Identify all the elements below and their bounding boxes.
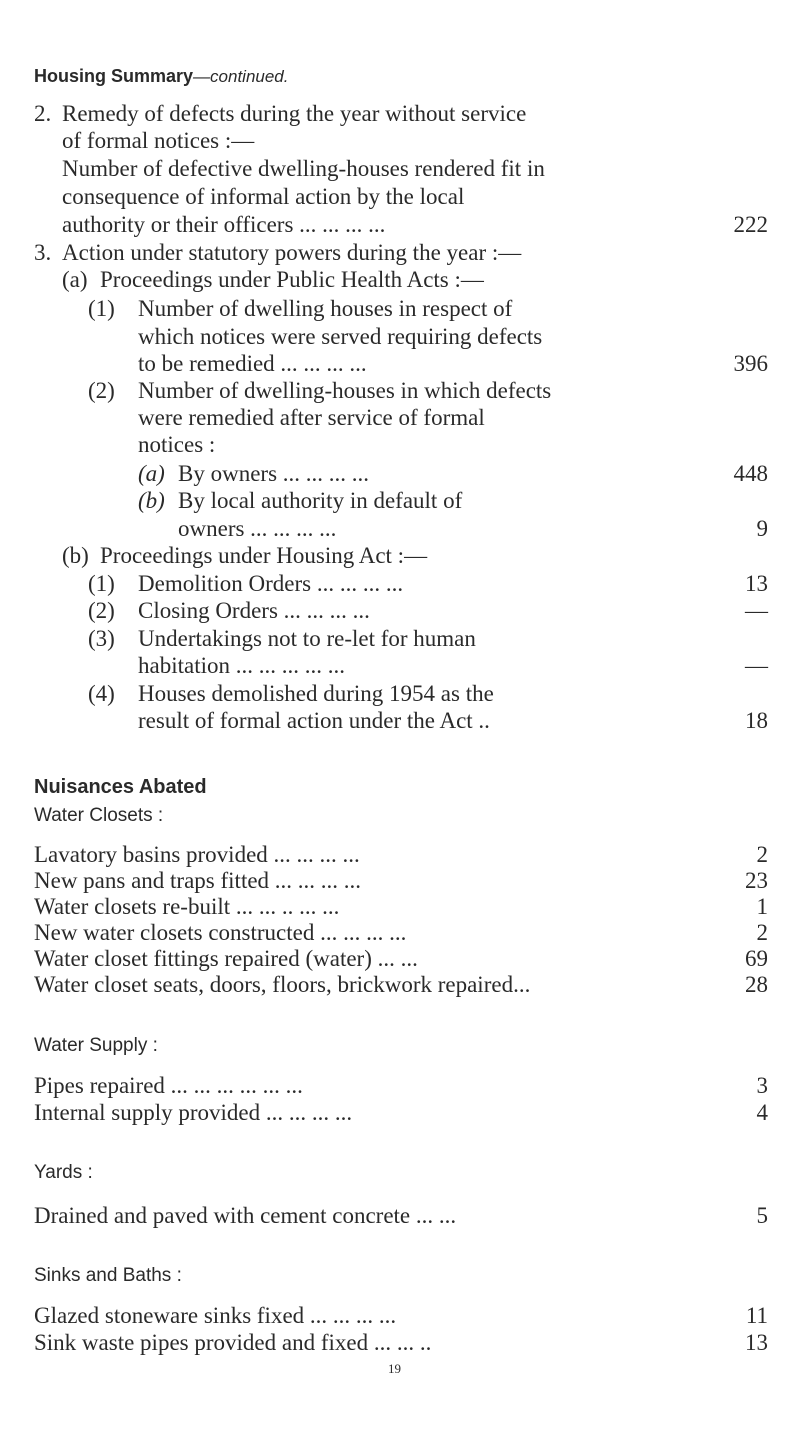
header-title: Housing Summary [34, 66, 194, 86]
water-closets-value: 28 [745, 972, 768, 997]
section-3b-1-text: Demolition Orders ... ... ... ... [138, 571, 404, 596]
water-supply-value: 4 [756, 1100, 768, 1125]
section-2-line3: Number of defective dwelling-houses rendered fit in [62, 156, 545, 181]
section-3b-3-value: — [745, 653, 768, 678]
section-3a-2-line1: Number of dwelling-houses in which defects [138, 378, 552, 403]
section-3a-2-number: (2) [88, 378, 115, 403]
section-3b-3-number: (3) [88, 626, 115, 651]
water-closets-item: New pans and traps fitted ... ... ... ... [34, 868, 362, 893]
section-3b-title: Proceedings under Housing Act :— [100, 543, 428, 568]
section-3a-2a-text: By owners ... ... ... ... [178, 461, 370, 486]
section-2-line1: Remedy of defects during the year without service [62, 101, 527, 126]
water-closets-value: 1 [756, 894, 768, 919]
water-closets-item: Water closet fittings repaired (water) ... ... [34, 946, 418, 971]
water-closets-title: Water Closets : [34, 805, 164, 826]
header-suffix: —continued. [193, 67, 289, 86]
section-3b-2-value: — [745, 598, 768, 623]
section-3a-label: (a) [62, 267, 88, 292]
section-3a-1-line2: which notices were served requiring defects [138, 324, 543, 349]
water-closets-item: Lavatory basins provided ... ... ... ... [34, 842, 360, 867]
section-3-title: Action under statutory powers during the year :— [62, 240, 522, 265]
section-3a-1-value: 396 [733, 351, 768, 376]
water-closets-item: Water closets re-built ... ... .. ... ... [34, 894, 340, 919]
section-3a-1-line3: to be remedied ... ... ... ... [138, 351, 367, 376]
section-3b-3-line2: habitation ... ... ... ... ... [138, 653, 345, 678]
section-2-line5: authority or their officers ... ... ... ... [62, 212, 386, 237]
water-closets-item: Water closet seats, doors, floors, brickwork repaired... [34, 972, 531, 997]
section-3a-2-line3: notices : [138, 432, 216, 457]
yards-value: 5 [756, 1203, 768, 1228]
section-2-line4: consequence of informal action by the local [62, 184, 465, 209]
section-3a-1-number: (1) [88, 296, 115, 321]
yards-title: Yards : [34, 1162, 93, 1183]
section-3a-1-line1: Number of dwelling houses in respect of [138, 296, 513, 321]
water-closets-value: 2 [756, 842, 768, 867]
water-supply-title: Water Supply : [34, 1035, 158, 1056]
section-3a-2b-value: 9 [756, 516, 768, 541]
section-3b-label: (b) [62, 543, 89, 568]
section-3a-2-line2: were remedied after service of formal [138, 405, 485, 430]
section-3b-4-line1: Houses demolished during 1954 as the [138, 681, 494, 706]
section-3b-1-number: (1) [88, 571, 115, 596]
water-closets-value: 23 [745, 868, 768, 893]
water-closets-value: 69 [745, 946, 768, 971]
section-3a-2b-line2: owners ... ... ... ... [178, 516, 337, 541]
water-supply-value: 3 [756, 1073, 768, 1098]
section-3b-1-value: 13 [745, 571, 768, 596]
water-closets-value: 2 [756, 920, 768, 945]
section-3b-4-line2: result of formal action under the Act .. [138, 708, 490, 733]
sinks-baths-title: Sinks and Baths : [34, 1265, 182, 1286]
sinks-item: Sink waste pipes provided and fixed ... ... .. [34, 1330, 432, 1355]
water-supply-item: Pipes repaired ... ... ... ... ... ... [34, 1073, 303, 1098]
section-3b-4-value: 18 [745, 708, 768, 733]
section-3-number: 3. [34, 240, 52, 265]
section-3b-3-line1: Undertakings not to re-let for human [138, 626, 476, 651]
sinks-item: Glazed stoneware sinks fixed ... ... ... ... [34, 1303, 397, 1328]
yards-item: Drained and paved with cement concrete ... ... [34, 1203, 457, 1228]
water-closets-item: New water closets constructed ... ... ... ... [34, 920, 407, 945]
page-header [34, 66, 288, 87]
section-3a-2a-value: 448 [733, 461, 768, 486]
section-3a-2a-label: (a) [138, 461, 165, 486]
section-3a-2b-label: (b) [138, 488, 165, 513]
nuisances-title: Nuisances Abated [34, 776, 207, 798]
page-number: 19 [388, 1361, 401, 1376]
section-2-number: 2. [34, 101, 52, 126]
section-2-value: 222 [733, 212, 768, 237]
sinks-value: 11 [745, 1303, 768, 1328]
section-2-line2: of formal notices :— [62, 128, 255, 153]
section-3b-2-number: (2) [88, 598, 115, 623]
water-supply-item: Internal supply provided ... ... ... ... [34, 1100, 353, 1125]
section-3b-2-text: Closing Orders ... ... ... ... [138, 598, 370, 623]
sinks-value: 13 [745, 1330, 768, 1355]
section-3b-4-number: (4) [88, 681, 115, 706]
section-3a-title: Proceedings under Public Health Acts :— [100, 267, 484, 292]
section-3a-2b-line1: By local authority in default of [178, 488, 463, 513]
